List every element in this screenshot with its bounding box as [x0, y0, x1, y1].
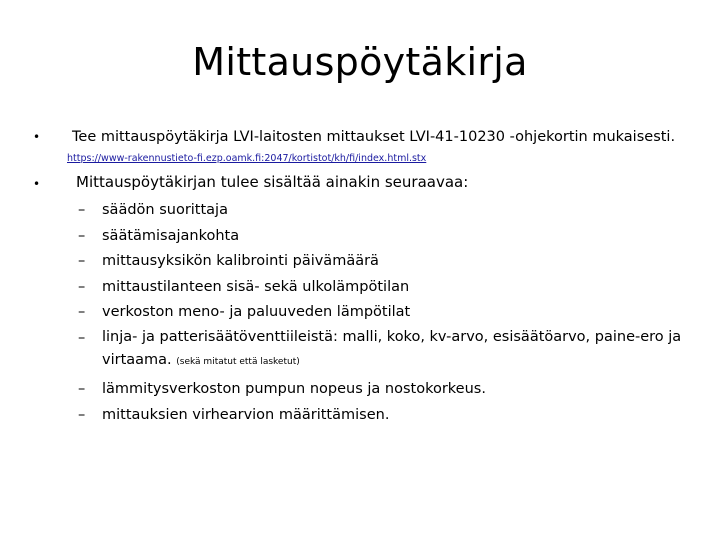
list-item-text: verkoston meno- ja paluuveden lämpötilat	[102, 304, 411, 321]
list-item	[78, 275, 708, 301]
dash-marker: –	[78, 406, 86, 423]
list-item-text: mittaustilanteen sisä- sekä ulkolämpötilan	[102, 278, 410, 295]
list-item-text: säätämisajankohta	[102, 227, 240, 244]
list-item	[78, 300, 708, 326]
bullet-text-mittauspoytakirja-instruction: Tee mittauspöytäkirja LVI-laitosten mittaukset LVI-41-10230 -ohjekortin mukaisesti.	[72, 129, 676, 145]
dash-marker: –	[78, 278, 86, 295]
list-item	[78, 326, 708, 377]
slide-title: Mittauspöytäkirja	[192, 40, 528, 84]
list-item	[78, 249, 708, 275]
list-item-text: mittauksien virhearvion määrittämisen.	[102, 406, 390, 423]
bullet-marker: •	[33, 177, 41, 191]
dash-marker: –	[78, 202, 86, 218]
rakennustieto-link[interactable]: https://www-rakennustieto-fi.ezp.oamk.fi:2047/kortistot/kh/fi/index.html.stx	[67, 153, 427, 164]
list-item-text: linja- ja patterisäätöventtiileistä: malli, koko, kv-arvo, esisäätöarvo, paine-ero ja virtaama.	[102, 328, 682, 368]
contents-sublist	[78, 198, 708, 428]
list-item-text: säädön suorittaja	[102, 202, 228, 218]
list-item	[78, 403, 708, 429]
list-item-text: lämmitysverkoston pumpun nopeus ja nostokorkeus.	[102, 380, 486, 397]
bullet-marker: •	[33, 130, 41, 144]
dash-marker: –	[78, 380, 86, 397]
dash-marker: –	[78, 329, 86, 346]
dash-marker: –	[78, 227, 86, 244]
list-item	[78, 377, 708, 403]
list-item-text: mittausyksikön kalibrointi päivämäärä	[102, 253, 379, 270]
list-item	[78, 198, 708, 224]
list-item-note: (sekä mitatut että lasketut)	[176, 356, 300, 367]
dash-marker: –	[78, 253, 86, 270]
bullet-text-contents-intro: Mittauspöytäkirjan tulee sisältää ainakin seuraavaa:	[76, 173, 469, 191]
list-item	[78, 224, 708, 250]
dash-marker: –	[78, 304, 86, 321]
